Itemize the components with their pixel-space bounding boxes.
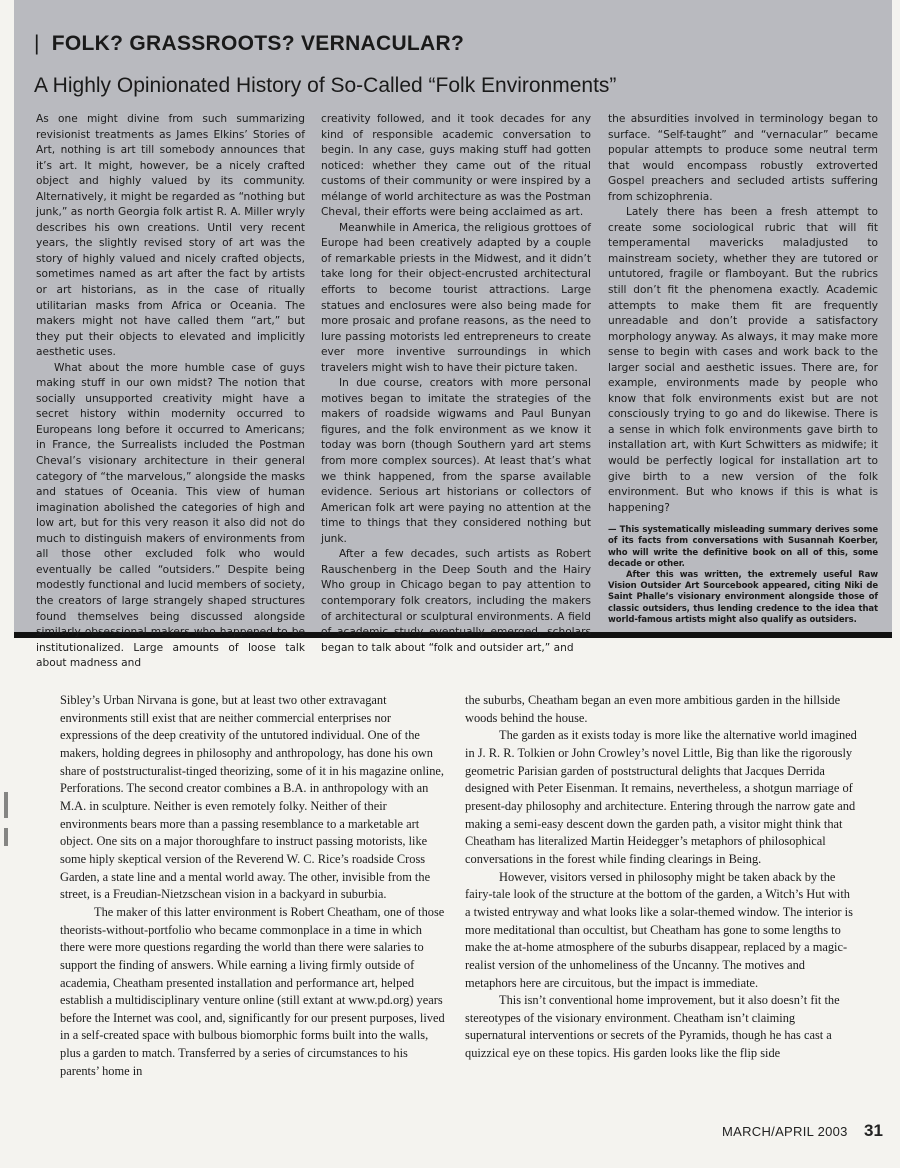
- kicker-text: FOLK? GRASSROOTS? VERNACULAR?: [51, 32, 465, 55]
- sidebar-column-1: [36, 112, 305, 672]
- sidebar-title: A Highly Opinionated History of So-Called “Folk Environments”: [34, 74, 617, 97]
- binding-mark: [4, 792, 8, 818]
- paragraph: creativity followed, and it took decades for any kind of responsible academic conversation to begin. In any case, guys making stuff had gotten noticed: whether they came out of the ritual customs of their community or were inspired by a mélange of world architecture as was the Postman Cheval, their efforts were being acclaimed as art.: [321, 113, 591, 219]
- paragraph: The maker of this latter environment is Robert Cheatham, one of those theorists-without-portfolio who became commonplace in a time in which there were more questions regarding the world than there were salaries to support the finding of answers. While earning a living firmly outside of academia, Cheatham presented installation and performance art, helped establish a multidisciplinary venture online (still extant at www.pd.org) years before the Internet was cool, and, significantly for our present purposes, lived in a self-created space with bulbous biomorphic forms built into the walls, plus a garden to match. Transferred by a series of circumstances to his parents’ home in: [60, 904, 445, 1078]
- kicker-bar: |: [34, 32, 40, 55]
- article-column-1: [60, 692, 448, 1080]
- paragraph: the suburbs, Cheatham began an even more ambitious garden in the hillside woods behind the house.: [465, 693, 841, 725]
- footnote: — This systematically misleading summary derives some of its facts from conversations with Susannah Koerber, who will write the definitive book on all of this, some decade or other.: [608, 525, 878, 569]
- article-column-2: [465, 692, 857, 1063]
- sidebar-column-2: [321, 112, 591, 656]
- paragraph: Meanwhile in America, the religious grottoes of Europe had been creatively adapted by a couple of remarkable priests in the Midwest, and it didn’t take long for their object-encrusted architectural efforts to become tourist attractions. Large statues and enclosures were also being made for more prosaic and profane reasons, as the need to lure passing motorists led entrepreneurs to create ever more inventive surroundings in which travelers might wish to have their picture taken.: [321, 221, 591, 374]
- paragraph: As one might divine from such summarizing revisionist treatments as James Elkins’ Stories of Art, nothing is art till somebody announces that it’s art. It might, however, be a nicely crafted object and highly valued by its community. Alternatively, it might be regarded as “nothing but junk,” as north Georgia folk artist R. A. Miller wryly describes his own creations. Until very recent years, the slightly revised story of art was the story of highly valued and nicely crafted objects, sometimes named as art after the fact by artists or art historians, as in the case of ritually utilitarian masks from Africa or Oceania. The makers might not have called them “art,” but they put their objects to elevated and implicitly aesthetic uses.: [36, 113, 305, 359]
- paragraph: The garden as it exists today is more like the alternative world imagined in J. R. R. Tolkien or John Crowley’s novel Little, Big than like the rigorously geometric Parisian garden of poststructural delights that Jacques Derrida designed with Peter Eisenman. It remains, nevertheless, a shotgun marriage of present-day philosophy and architecture. Entering through the narrow gate and making a semi-easy descent down the garden path, a visitor might think that Cheatham has literalized Martin Heidegger’s metaphors of philosophical conversations in the forest while finding clearings in Being.: [465, 728, 857, 866]
- binding-mark: [4, 828, 8, 846]
- paragraph: Lately there has been a fresh attempt to create some sociological rubric that will fit temperamental mavericks maladjusted to mainstream society, whether they are tutored or untutored, fragile or flamboyant. But the rubrics still don’t fit the phenomena exactly. Academic attempts to make them fit are frequently unreadable and don’t provide a satisfactory morphology anyway. As always, it may make more sense to begin with cases and work back to the larger social and aesthetic issues. There are, for example, environments made by people who know that folk environments exist but are not consciously trying to go and do likewise. There is a sense in which folk environments gave birth to installation art, with Kurt Schwitters as midwife; it would be perfectly logical for installation art to give birth to a new version of the folk environment. But who knows if this is what is happening?: [608, 206, 878, 514]
- footnote: After this was written, the extremely useful Raw Vision Outsider Art Sourcebook appeared, citing Niki de Saint Phalle’s visionary environment alongside those of classic outsiders, thus lending credence to the idea that world-famous artists might also qualify as outsiders.: [608, 570, 878, 625]
- paragraph: This isn’t conventional home improvement, but it also doesn’t fit the stereotypes of the visionary environment. Cheatham isn’t claiming supernatural interventions or secrets of the Pyramids, though he has cast a quizzical eye on these topics. His garden looks like the flip side: [465, 993, 840, 1061]
- paragraph: After a few decades, such artists as Robert Rauschenberg in the Deep South and the Hairy Who group in Chicago began to pay attention to contemporary folk creators, including the makers of architectural or sculptural environments. A field of academic study eventually emerged, scholars began to talk about “folk and outsider art,” and: [321, 548, 591, 654]
- issue-date: MARCH/APRIL 2003: [722, 1124, 848, 1139]
- sidebar-kicker: [34, 32, 464, 56]
- paragraph: What about the more humble case of guys making stuff in our own midst? The notion that socially unsupported creativity might have a secret history within modernity occurred to Europeans long before it occurred to Americans; in France, the Surrealists included the Postman Cheval’s visionary architecture in their general category of “the marvelous,” alongside the masks and statues of Oceania. This view of human imagination abolished the categories of high and low art, but for this very reason it also did not do much to distinguish makers of environments from all those other excluded folk who would eventually be called “outsiders.” Despite being modestly functional and lucid members of society, the creators of large strangely shaped structures found themselves being discussed alongside similarly obsessional makers who happened to be institutionalized. Large amounts of loose talk about madness and: [36, 361, 305, 670]
- page-footer: [722, 1121, 892, 1140]
- paragraph: However, visitors versed in philosophy might be taken aback by the fairy-tale look of the structure at the bottom of the garden, a Witch’s Hut with a twisted entryway and what looks like a solar-themed window. The interior is more meditational than occultist, but Cheatham has gone to some lengths to make the at-home atmosphere of the suburbs disappear, replaced by a magic-realist version of the unhomeliness of the Uncanny. The motives and metaphors here are circuitous, but the impact is immediate.: [465, 869, 853, 990]
- sidebar-column-3: [608, 112, 878, 626]
- page-number: 31: [864, 1121, 883, 1140]
- paragraph: the absurdities involved in terminology began to surface. “Self-taught” and “vernacular” became popular attempts to produce some neutral term that would encompass robustly extroverted Gospel preachers and secluded artists suffering from schizophrenia.: [608, 113, 878, 203]
- sidebar-box: [14, 0, 892, 670]
- paragraph: Sibley’s Urban Nirvana is gone, but at least two other extravagant environments still exist that are neither commercial enterprises nor expressions of the deep creativity of the untutored individual. One of the makers, holding degrees in philosophy and anthropology, has done his own share of poststructuralist-tinged theorizing, some of it in his magazine online, Perforations. The second creator combines a B.A. in anthropology with an M.A. in sculpture. Neither is even remotely folky. Neither of their environments bears more than a passing resemblance to a marketable art object. One sits on a major thoroughfare to instruct passing motorists, like some hiply skeptical version of the Reverend W. C. Rice’s roadside Cross Garden, a state line and a mental world away. The other, invisible from the street, is a Freudian-Nietzschean vision in a backyard in suburbia.: [60, 693, 445, 902]
- paragraph: In due course, creators with more personal motives began to imitate the strategies of the makers of roadside wigwams and Paul Bunyan figures, and the folk environment as we know it today was born (though Southern yard art stems from more complex sources). At least that’s what we think happened, from the sparse available evidence. Serious art historians or collectors of American folk art were paying no attention at the time to things that they considered nothing but junk.: [321, 377, 591, 545]
